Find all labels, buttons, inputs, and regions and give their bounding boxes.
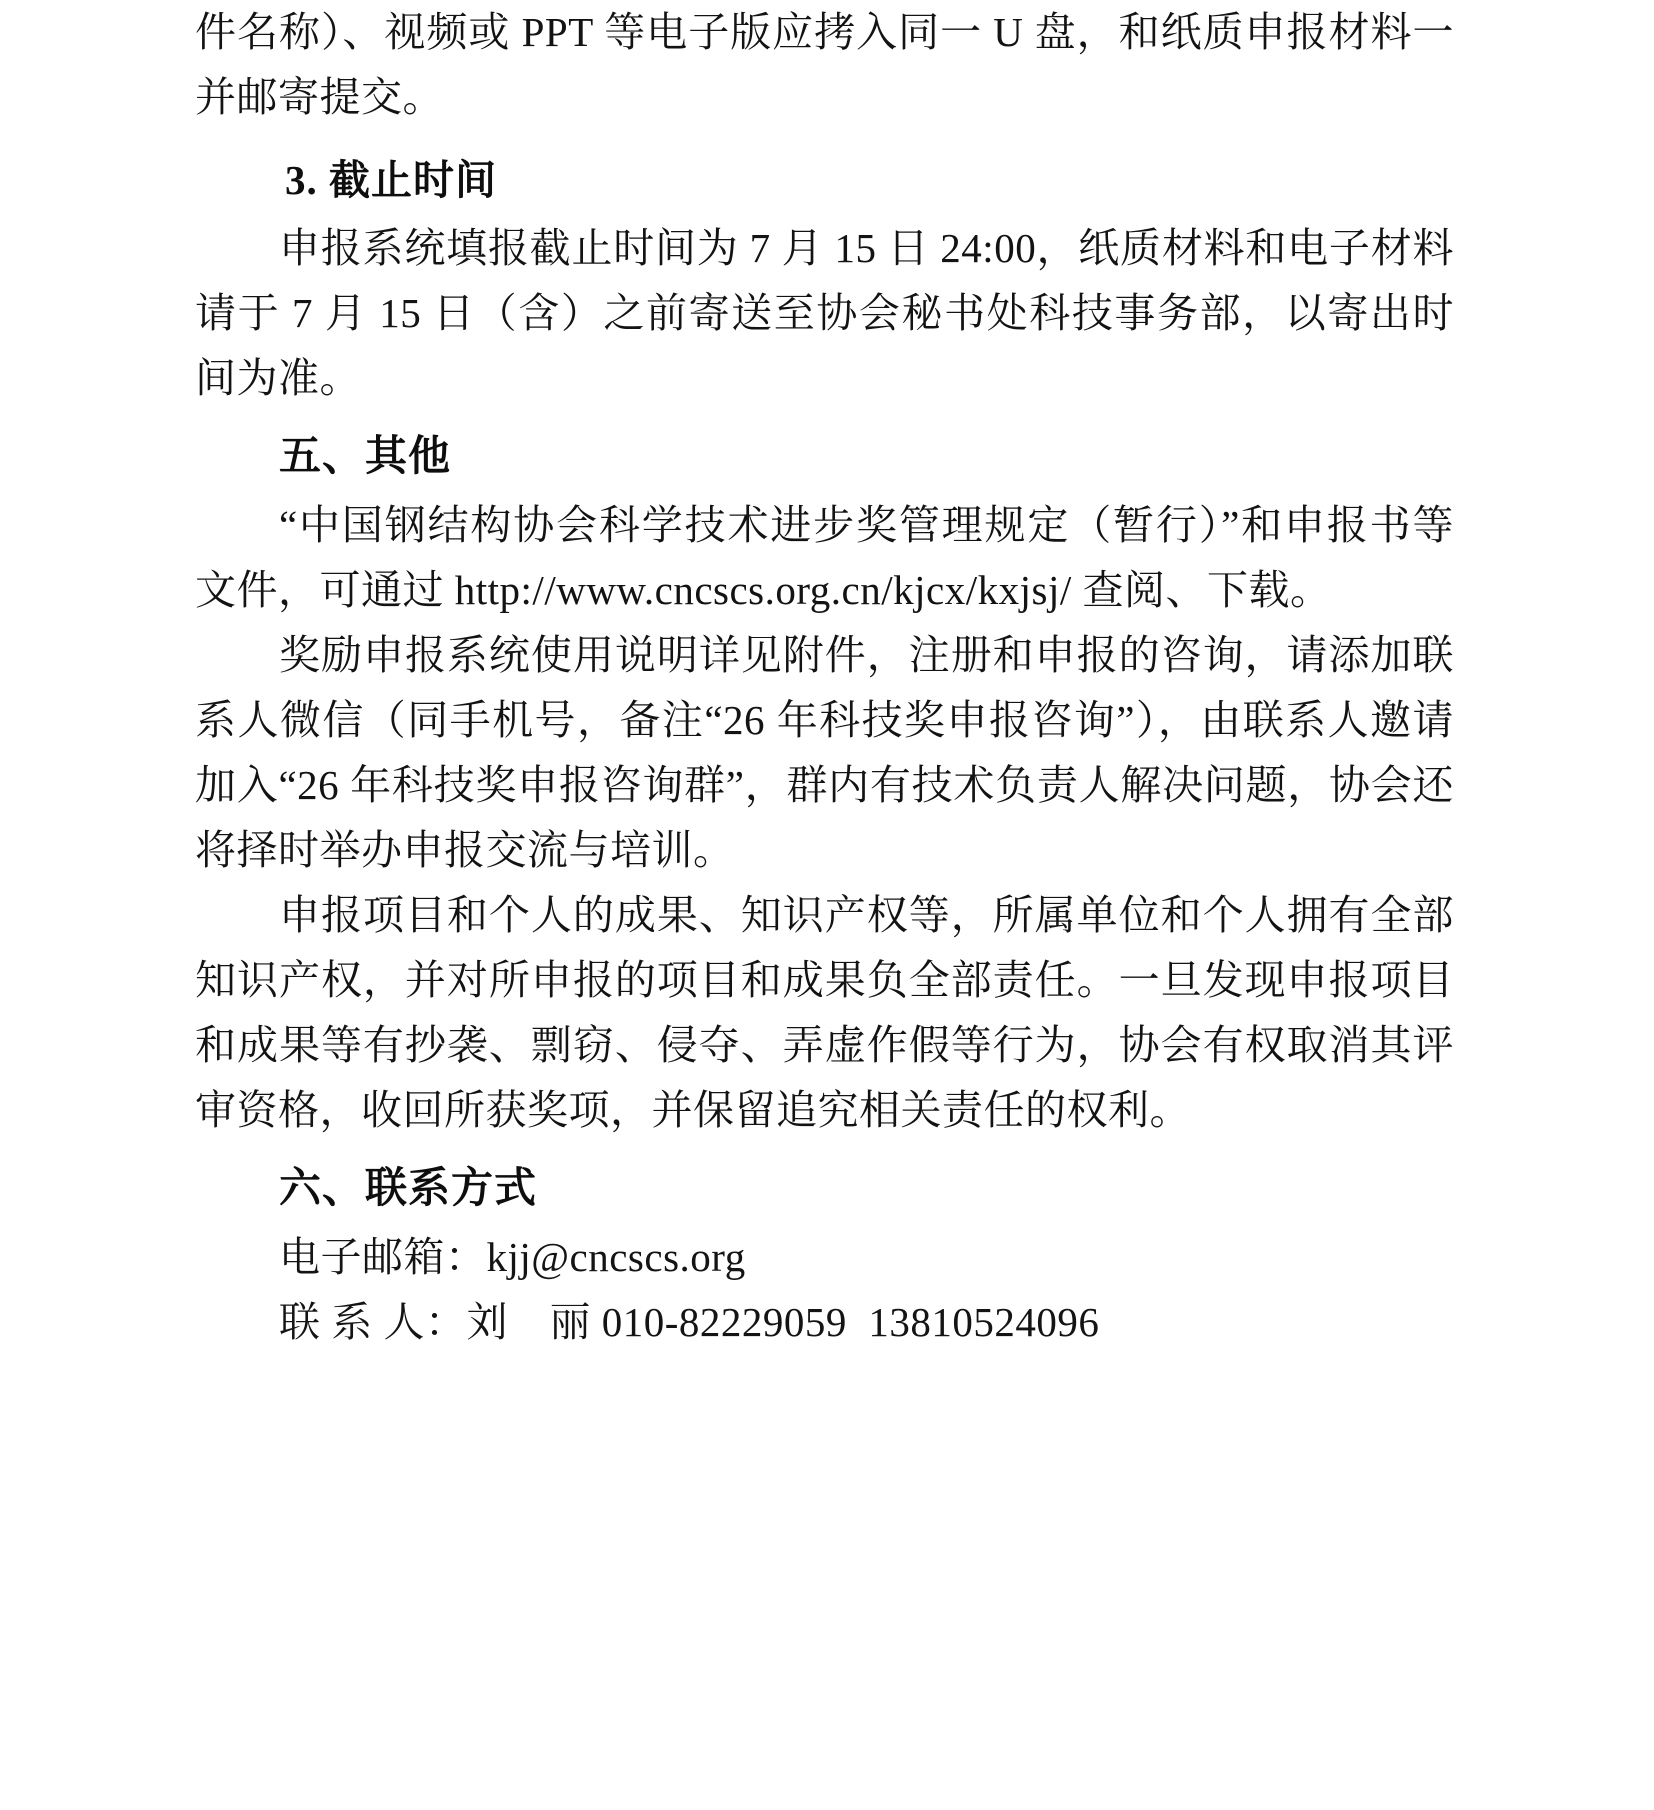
spacer	[195, 1143, 1454, 1146]
paragraph-wechat-consultation: 奖励申报系统使用说明详见附件，注册和申报的咨询，请添加联系人微信（同手机号，备注“26 年科技奖申报咨询”），由联系人邀请加入“26 年科技奖申报咨询群”，群内有技术负责人解决问题，协会还将择时举办申报交流与培训。	[195, 631, 1454, 873]
contact-email-line	[195, 1225, 1454, 1290]
contact-phone-office: 010-82229059	[601, 1298, 847, 1345]
paragraph-download-link: “中国钢结构协会科学技术进步奖管理规定（暂行）”和申报书等文件，可通过 http://www.cncscs.org.cn/kjcx/kxjsj/ 查阅、下载。	[195, 501, 1454, 613]
contact-email-label: 电子邮箱：	[279, 1233, 487, 1280]
heading-section-five-other: 五、其他	[279, 433, 452, 480]
paragraph-intellectual-property: 申报项目和个人的成果、知识产权等，所属单位和个人拥有全部知识产权，并对所申报的项目和成果负全部责任。一旦发现申报项目和成果等有抄袭、剽窃、侵夺、弄虚作假等行为，协会有权取消其评审资格，收回所获奖项，并保留追究相关责任的权利。	[195, 891, 1454, 1133]
contact-email-value: kjj@cncscs.org	[486, 1233, 746, 1280]
heading-deadline: 3. 截止时间	[285, 156, 497, 203]
spacer	[195, 411, 1454, 414]
contact-person-line	[195, 1290, 1454, 1355]
heading-section-six-contact: 六、联系方式	[279, 1165, 538, 1212]
contact-person-label: 联 系 人：	[279, 1298, 467, 1345]
document-body	[195, 0, 1454, 1355]
paragraph-deadline: 申报系统填报截止时间为 7 月 15 日 24:00，纸质材料和电子材料请于 7 月 15 日（含）之前寄送至协会秘书处科技事务部，以寄出时间为准。	[195, 224, 1454, 401]
contact-phone-mobile: 13810524096	[868, 1298, 1100, 1345]
spacer	[195, 130, 1454, 138]
paragraph-usb-continued: 件名称）、视频或 PPT 等电子版应拷入同一 U 盘，和纸质申报材料一并邮寄提交。	[195, 9, 1454, 120]
contact-person-name: 刘 丽	[466, 1298, 591, 1345]
